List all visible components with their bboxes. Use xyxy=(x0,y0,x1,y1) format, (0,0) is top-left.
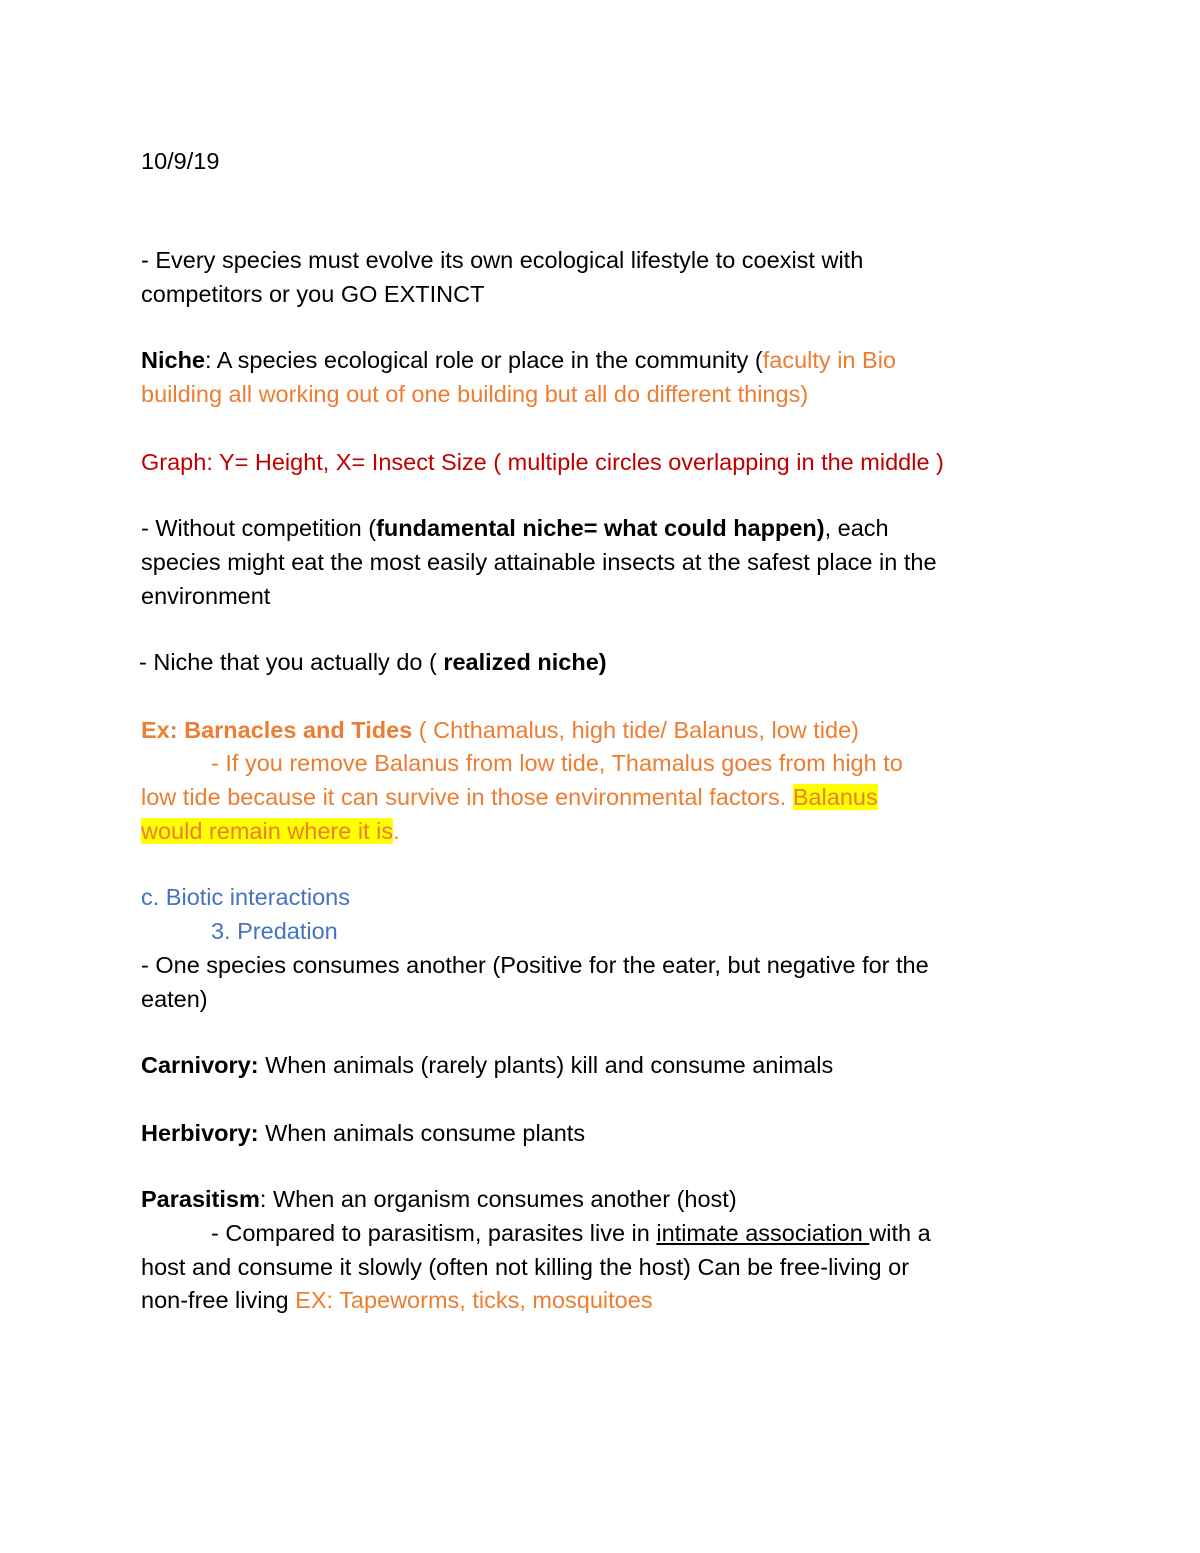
niche-example-2: building all working out of one building but all do different things) xyxy=(141,381,809,407)
barnacles-line-2 xyxy=(211,746,903,780)
parasitism-definition: : When an organism consumes another (host) xyxy=(259,1186,737,1212)
herbivory-term: Herbivory: xyxy=(141,1120,259,1146)
niche-term: Niche xyxy=(141,347,205,373)
carnivory-term: Carnivory: xyxy=(141,1052,259,1078)
parasitism-line-3 xyxy=(141,1250,909,1284)
realized-prefix: - Niche that you actually do ( xyxy=(139,649,444,675)
barnacles-line-3 xyxy=(141,780,878,814)
carnivory-definition: When animals (rarely plants) kill and consume animals xyxy=(258,1052,834,1078)
intro-text-2: competitors or you GO EXTINCT xyxy=(141,281,485,307)
predation-line-2 xyxy=(141,982,208,1016)
parasitism-text-2b: with a xyxy=(869,1220,931,1246)
barnacles-period: . xyxy=(393,818,400,844)
parasitism-line-1 xyxy=(141,1182,737,1216)
intro-line-1 xyxy=(141,243,863,277)
barnacles-text-3: low tide because it can survive in those environmental factors. xyxy=(141,784,793,810)
parasitism-line-2 xyxy=(211,1216,931,1250)
date-line xyxy=(141,144,219,178)
competition-line-3 xyxy=(141,579,270,613)
competition-text-2: species might eat the most easily attainable insects at the safest place in the xyxy=(141,549,937,575)
parasitism-examples: EX: Tapeworms, ticks, mosquitoes xyxy=(295,1287,653,1313)
barnacles-highlight-2: would remain where it is xyxy=(141,818,394,844)
predation-heading: 3. Predation xyxy=(211,918,338,944)
competition-prefix: - Without competition ( xyxy=(141,515,377,541)
barnacles-line-4 xyxy=(141,814,400,848)
competition-line-2 xyxy=(141,545,937,579)
intimate-association: intimate association xyxy=(656,1220,870,1246)
niche-line-1 xyxy=(141,343,896,377)
barnacles-paren: ( Chthamalus, high tide/ Balanus, low tide) xyxy=(412,717,859,743)
predation-heading-line xyxy=(211,914,338,948)
parasitism-text-3: host and consume it slowly (often not killing the host) Can be free-living or xyxy=(141,1254,910,1280)
herbivory-definition: When animals consume plants xyxy=(258,1120,586,1146)
herbivory-line xyxy=(141,1116,585,1150)
realized-line xyxy=(139,645,607,679)
competition-suffix: , each xyxy=(824,515,889,541)
date: 10/9/19 xyxy=(141,148,220,174)
predation-text-2: eaten) xyxy=(141,986,208,1012)
parasitism-text-2a: - Compared to parasitism, parasites live in xyxy=(211,1220,657,1246)
carnivory-line xyxy=(141,1048,833,1082)
graph-text: Graph: Y= Height, X= Insect Size ( multiple circles overlapping in the middle ) xyxy=(141,449,944,475)
competition-text-3: environment xyxy=(141,583,271,609)
fundamental-niche: fundamental niche= what could happen) xyxy=(376,515,825,541)
parasitism-line-4 xyxy=(141,1283,653,1317)
barnacles-line-1 xyxy=(141,713,859,747)
parasitism-text-4: non-free living xyxy=(141,1287,296,1313)
intro-text-1: - Every species must evolve its own ecological lifestyle to coexist with xyxy=(141,247,864,273)
predation-line-1 xyxy=(141,948,929,982)
competition-line-1 xyxy=(141,511,889,545)
intro-line-2 xyxy=(141,277,484,311)
niche-definition: : A species ecological role or place in the community ( xyxy=(205,347,763,373)
biotic-heading: c. Biotic interactions xyxy=(141,884,350,910)
barnacles-highlight-1: Balanus xyxy=(792,784,878,810)
biotic-heading-line xyxy=(141,880,350,914)
barnacles-text-2: - If you remove Balanus from low tide, Thamalus goes from high to xyxy=(211,750,903,776)
realized-niche: realized niche) xyxy=(443,649,607,675)
niche-example-1: faculty in Bio xyxy=(762,347,896,373)
niche-line-2 xyxy=(141,377,808,411)
barnacles-title: Ex: Barnacles and Tides xyxy=(141,717,413,743)
parasitism-term: Parasitism xyxy=(141,1186,260,1212)
graph-line xyxy=(141,445,944,479)
predation-text-1: - One species consumes another (Positive for the eater, but negative for the xyxy=(141,952,929,978)
